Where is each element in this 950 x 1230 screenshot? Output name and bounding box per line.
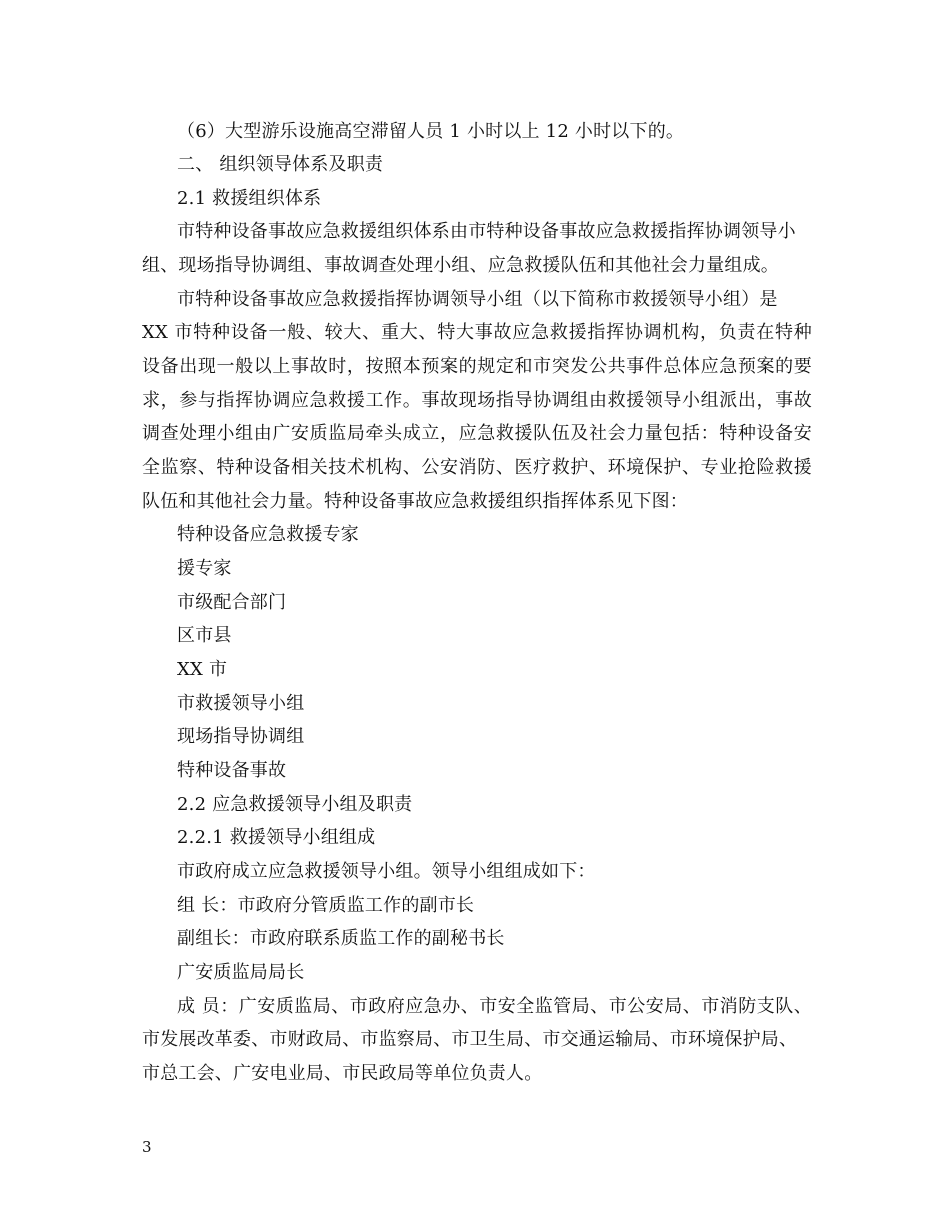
text-line: 组 长：市政府分管质监工作的副市长: [177, 895, 475, 916]
paragraph-line: 设备出现一般以上事故时，按照本预案的规定和市突发公共事件总体应急预案的要: [142, 356, 812, 377]
paragraph-line: 市总工会、广安电业局、市民政局等单位负责人。: [142, 1063, 543, 1084]
diagram-text-line: 现场指导协调组: [177, 726, 305, 747]
paragraph-line: 调查处理小组由广安质监局牵头成立，应急救援队伍及社会力量包括：特种设备安: [142, 423, 812, 444]
diagram-text-line: 区市县: [177, 625, 232, 646]
diagram-text-line: 援专家: [177, 558, 232, 579]
diagram-text-line: 市级配合部门: [177, 592, 287, 613]
diagram-text-line: XX 市: [177, 659, 228, 680]
subsection-heading: 2.1 救援组织体系: [177, 188, 322, 209]
paragraph-line: 市特种设备事故应急救援指挥协调领导小组（以下简称市救援领导小组）是: [177, 289, 778, 310]
paragraph-line: 市特种设备事故应急救援组织体系由市特种设备事故应急救援指挥协调领导小: [177, 221, 796, 242]
paragraph-line: 组、现场指导协调组、事故调查处理小组、应急救援队伍和其他社会力量组成。: [142, 255, 779, 276]
section-heading: 二、 组织领导体系及职责: [177, 154, 384, 175]
diagram-text-line: 特种设备应急救援专家: [177, 524, 359, 545]
paragraph-line: 市发展改革委、市财政局、市监察局、市卫生局、市交通运输局、市环境保护局、: [142, 1029, 798, 1050]
text-line: 市政府成立应急救援领导小组。领导小组组成如下：: [177, 861, 596, 882]
text-line: 副组长：市政府联系质监工作的副秘书长: [177, 928, 505, 949]
text-line: （6）大型游乐设施高空滞留人员 1 小时以上 12 小时以下的。: [177, 121, 685, 142]
page-number: 3: [142, 1138, 152, 1156]
text-line: 广安质监局局长: [177, 962, 305, 983]
diagram-text-line: 特种设备事故: [177, 760, 287, 781]
paragraph-line: 全监察、特种设备相关技术机构、公安消防、医疗救护、环境保护、专业抢险救援: [142, 457, 812, 478]
paragraph-line: 队伍和其他社会力量。特种设备事故应急救援组织指挥体系见下图：: [142, 491, 688, 512]
subsection-heading: 2.2 应急救援领导小组及职责: [177, 794, 413, 815]
diagram-text-line: 市救援领导小组: [177, 693, 305, 714]
paragraph-line: 求，参与指挥协调应急救援工作。事故现场指导协调组由救援领导小组派出，事故: [142, 390, 812, 411]
subsection-heading: 2.2.1 救援领导小组组成: [177, 827, 376, 848]
paragraph-line: 成 员：广安质监局、市政府应急办、市安全监管局、市公安局、市消防支队、: [177, 996, 812, 1017]
paragraph-line: XX 市特种设备一般、较大、重大、特大事故应急救援指挥协调机构，负责在特种: [142, 322, 812, 343]
